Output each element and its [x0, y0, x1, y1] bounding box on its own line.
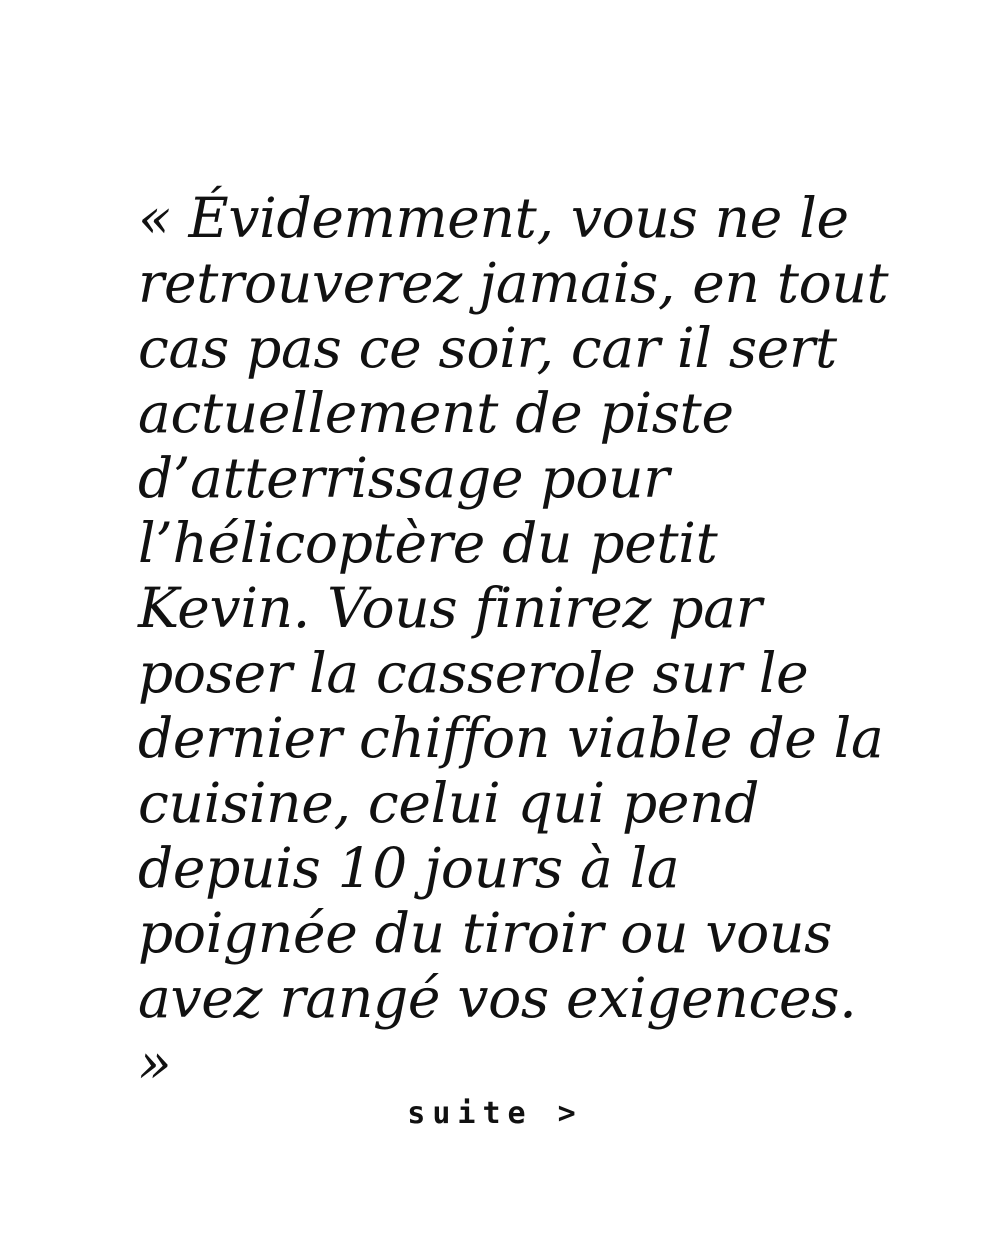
quote-text: « Évidemment, vous ne le retrouverez jamais, en tout cas pas ce soir, car il sert actuellement de piste d’atterrissage pour l’hélicoptère du petit Kevin. Vous finirez par poser la casserole sur le dernier chiffon viable de la cuisine, celui qui pend depuis 10 jours à la poignée du tiroir ou vous avez rangé vos exigences. »: [138, 186, 906, 1095]
quote-block: [138, 186, 906, 1096]
next-page-link[interactable]: suite >: [407, 1096, 583, 1131]
footer-navigation: [0, 1096, 990, 1131]
